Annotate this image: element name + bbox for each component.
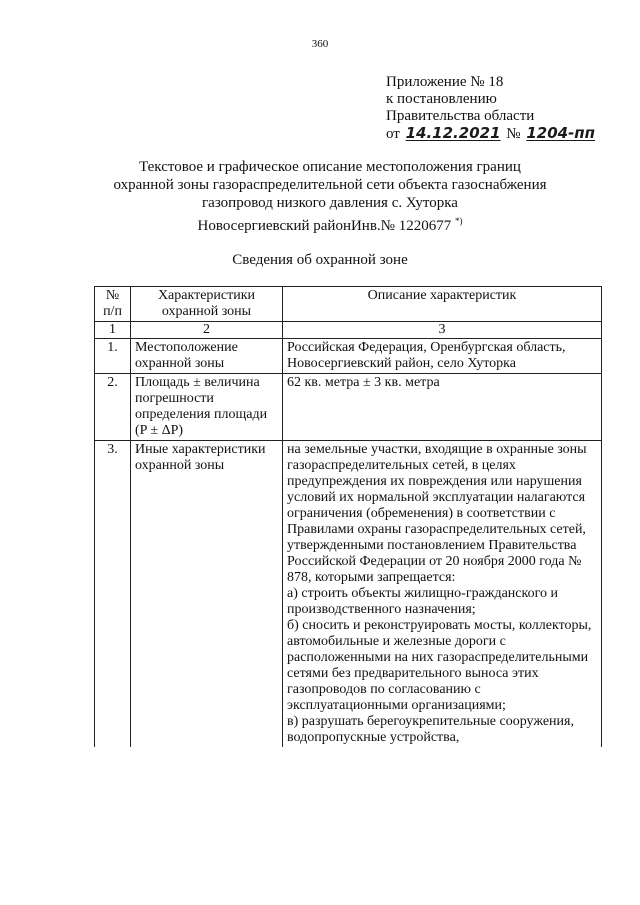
row-description (283, 441, 602, 748)
title-line-3: газопровод низкого давления с. Хуторка (202, 195, 458, 211)
page-number: 360 (311, 38, 329, 50)
row-characteristic: Местоположение охранной зоны (131, 339, 283, 374)
row-num: 3. (95, 441, 131, 748)
number-label: № (506, 126, 521, 142)
column-number: 1 (95, 322, 131, 339)
column-number: 2 (131, 322, 283, 339)
table-header-row (95, 287, 602, 322)
zone-info-table (94, 286, 602, 747)
from-label: от (386, 126, 400, 142)
title-line-2: охранной зоны газораспределительной сети объекта газоснабжения (113, 177, 547, 193)
title-line-1: Текстовое и графическое описание местоположения границ (139, 159, 521, 175)
row-num: 1. (95, 339, 131, 374)
title-line-4-text: Новосергиевский районИнв.№ 1220677 (197, 218, 452, 234)
table-row (95, 441, 602, 748)
description-paragraph: а) строить объекты жилищно-гражданского и производственного назначения; (287, 586, 558, 617)
appendix-line-3: Правительства области (386, 108, 535, 124)
table-row (95, 339, 602, 374)
row-description (283, 339, 602, 374)
appendix-block (386, 74, 597, 143)
description-paragraph: в) разрушать берегоукрепительные сооружения, водопропускные устройства, (287, 714, 574, 745)
appendix-line-1: Приложение № 18 (386, 74, 504, 90)
footnote-mark: *) (454, 216, 463, 226)
appendix-date-line (386, 125, 597, 143)
column-number-row (95, 322, 602, 339)
row-description (283, 374, 602, 441)
description-paragraph: Российская Федерация, Оренбургская область, Новосергиевский район, село Хуторка (287, 340, 566, 371)
table-row (95, 374, 602, 441)
document-title (60, 158, 600, 235)
description-paragraph: 62 кв. метра ± 3 кв. метра (287, 375, 440, 390)
header-num: № п/п (95, 287, 131, 322)
handwritten-date: 14.12.2021 (405, 124, 501, 142)
row-characteristic: Иные характеристики охранной зоны (131, 441, 283, 748)
row-num: 2. (95, 374, 131, 441)
description-paragraph: на земельные участки, входящие в охранные зоны газораспределительных сетей, в целях предупреждения их повреждения или нарушения условий их нормальной эксплуатации налагаются ограничения (обременения) в соответствии с Правилами охраны газораспределительных сетей, утвержденными постановлением Правительства Российской Федерации от 20 ноября 2000 года № 878, которыми запрещается: (287, 442, 587, 585)
header-description: Описание характеристик (283, 287, 602, 322)
header-characteristic: Характеристики охранной зоны (131, 287, 283, 322)
handwritten-number: 1204-пп (526, 124, 596, 142)
row-characteristic: Площадь ± величина погрешности определения площади (P ± ΔP) (131, 374, 283, 441)
section-title: Сведения об охранной зоне (232, 252, 408, 268)
description-paragraph: б) сносить и реконструировать мосты, коллекторы, автомобильные и железные дороги с расположенными на них газораспределительными сетями без предварительного выноса этих газопроводов по согласованию с эксплуатационными организациями; (287, 618, 592, 713)
appendix-line-2: к постановлению (386, 91, 497, 107)
column-number: 3 (283, 322, 602, 339)
title-line-4 (60, 212, 600, 235)
